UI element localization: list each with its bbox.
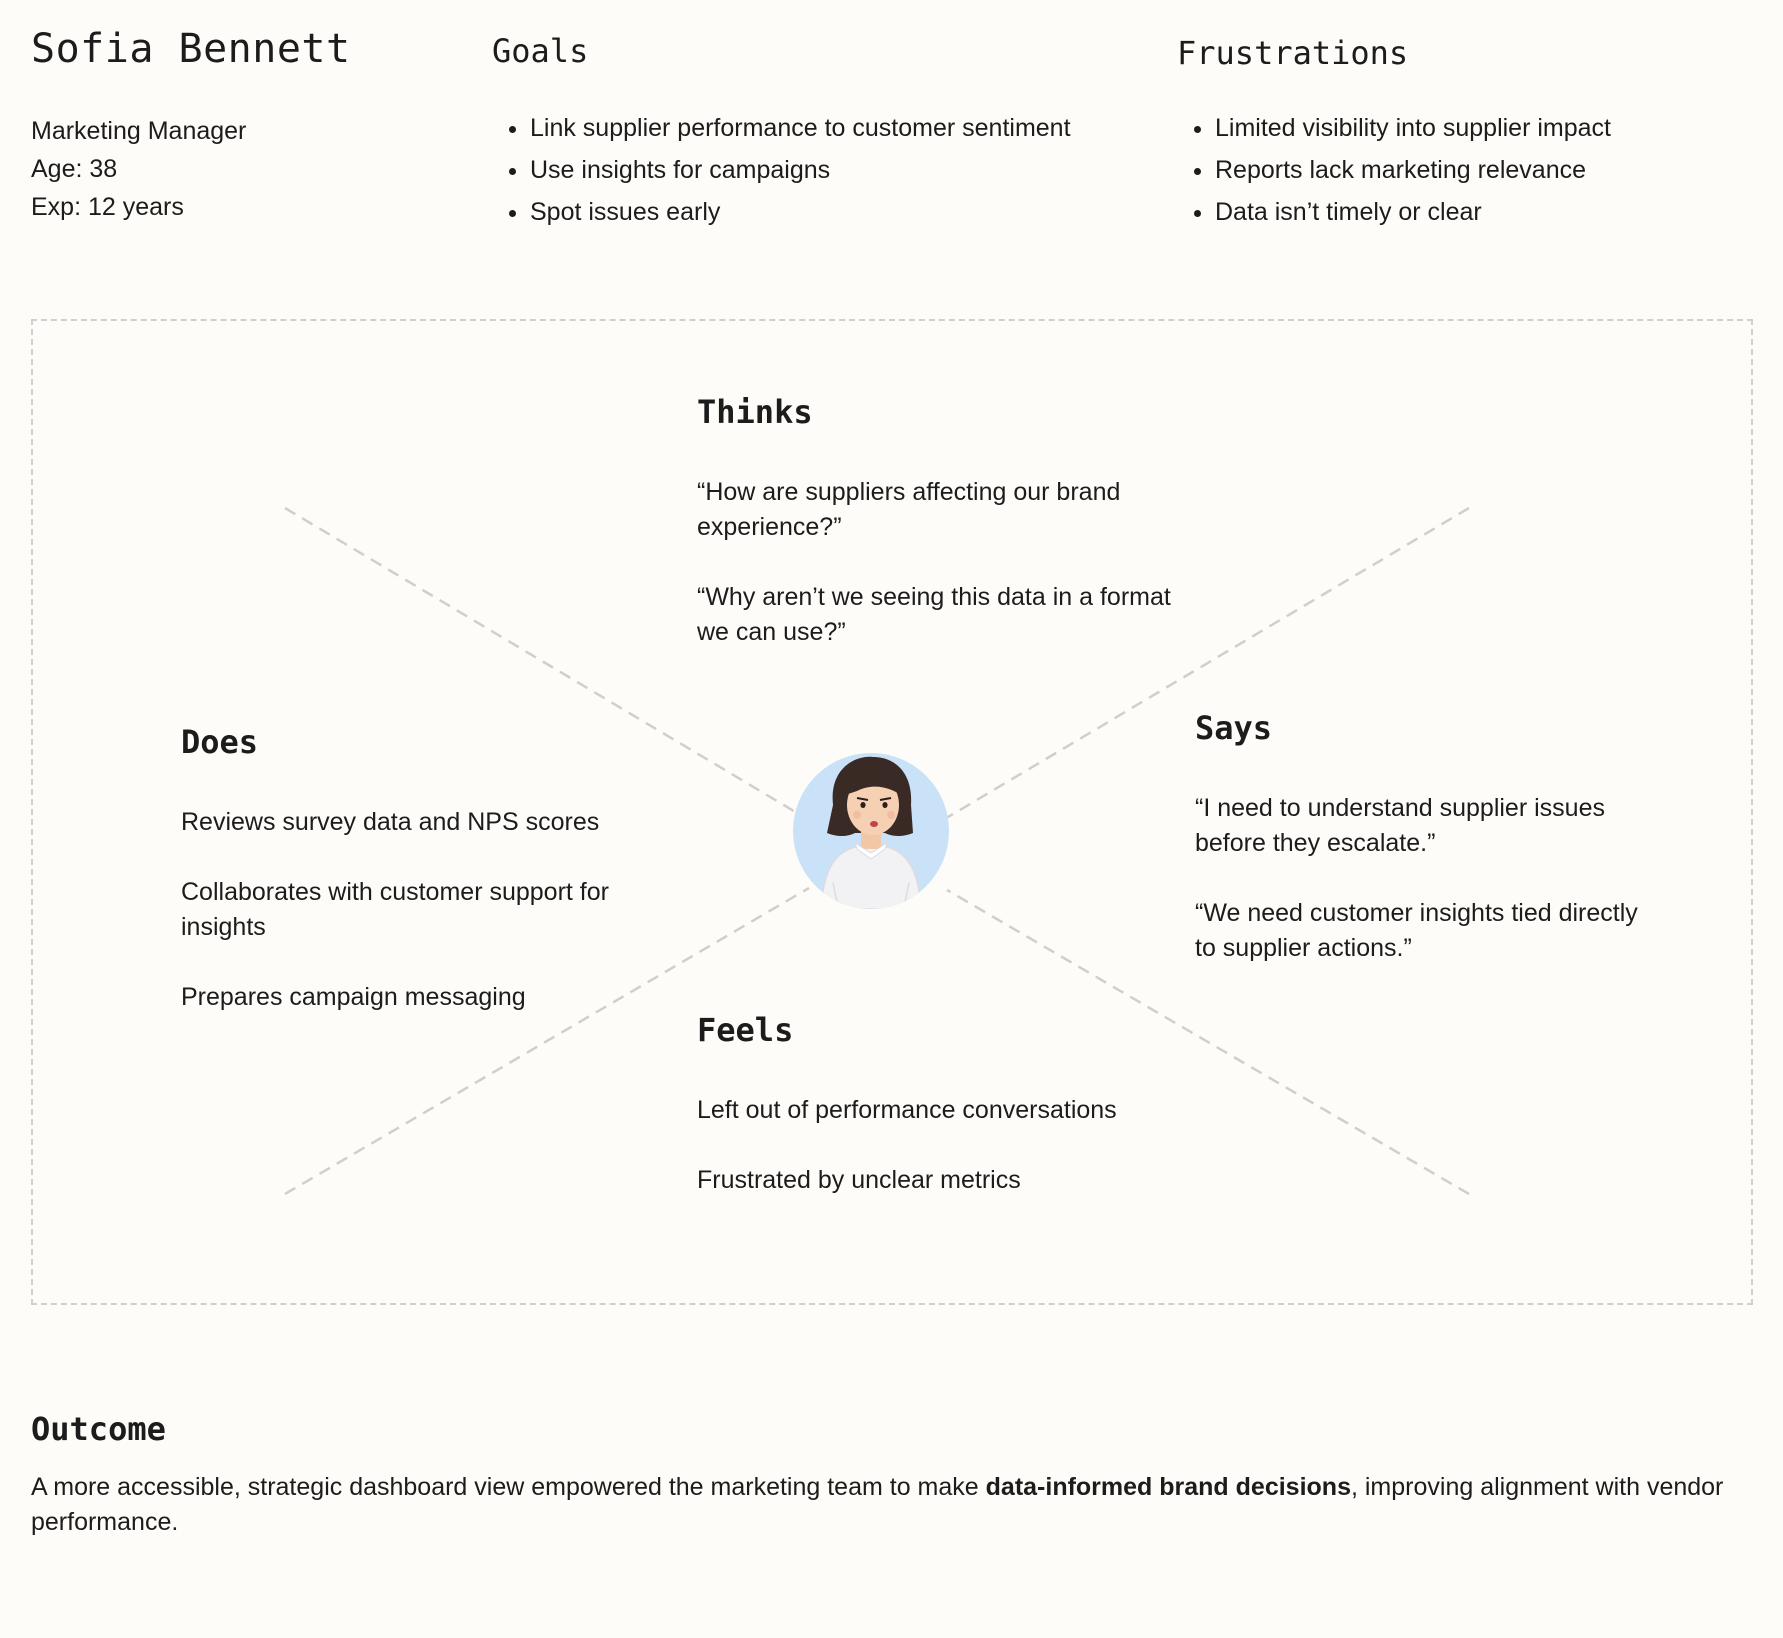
woman-avatar-icon (793, 753, 949, 909)
outcome-text-bold: data-informed brand decisions (985, 1473, 1351, 1501)
goals-item: • Spot issues early (530, 191, 1071, 233)
persona-details (31, 112, 246, 226)
feels-item: Frustrated by unclear metrics (697, 1166, 1021, 1194)
feels-item: Left out of performance conversations (697, 1096, 1117, 1124)
frustrations-title: Frustrations (1177, 34, 1409, 72)
frustrations-item: • Data isn’t timely or clear (1215, 191, 1611, 233)
says-content (1195, 791, 1655, 1001)
feels-title: Feels (697, 1011, 794, 1049)
frustrations-item: • Reports lack marketing relevance (1215, 149, 1611, 191)
does-content (181, 805, 681, 1050)
does-item: Prepares campaign messaging (181, 983, 526, 1011)
outcome-text (31, 1470, 1751, 1540)
frustrations-item: • Limited visibility into supplier impact (1215, 107, 1611, 149)
frustrations-list (1175, 107, 1611, 233)
thinks-item: “Why aren’t we seeing this data in a format we can use?” (697, 583, 1171, 646)
goals-title: Goals (492, 32, 589, 70)
empathy-map (31, 319, 1753, 1305)
says-item: “I need to understand supplier issues before they escalate.” (1195, 794, 1605, 857)
thinks-content (697, 475, 1177, 685)
feels-content (697, 1093, 1177, 1233)
goals-item: • Link supplier performance to customer sentiment (530, 107, 1071, 149)
persona-age: Age: 38 (31, 155, 118, 183)
persona-role: Marketing Manager (31, 117, 247, 145)
outcome-title: Outcome (31, 1410, 166, 1448)
says-title: Says (1195, 709, 1273, 747)
outcome-text-after: , improving alignment with vendor performance. (31, 1473, 1724, 1536)
persona-experience: Exp: 12 years (31, 193, 184, 221)
does-item: Reviews survey data and NPS scores (181, 808, 600, 836)
persona-name: Sofia Bennett (31, 26, 351, 72)
thinks-item: “How are suppliers affecting our brand experience?” (697, 478, 1121, 541)
goals-list (490, 107, 1071, 233)
goals-item: • Use insights for campaigns (530, 149, 1071, 191)
does-title: Does (181, 723, 259, 761)
thinks-title: Thinks (697, 393, 813, 431)
outcome-text-before: A more accessible, strategic dashboard view empowered the marketing team to make (31, 1473, 986, 1501)
says-item: “We need customer insights tied directly to supplier actions.” (1195, 899, 1638, 962)
does-item: Collaborates with customer support for insights (181, 878, 609, 941)
